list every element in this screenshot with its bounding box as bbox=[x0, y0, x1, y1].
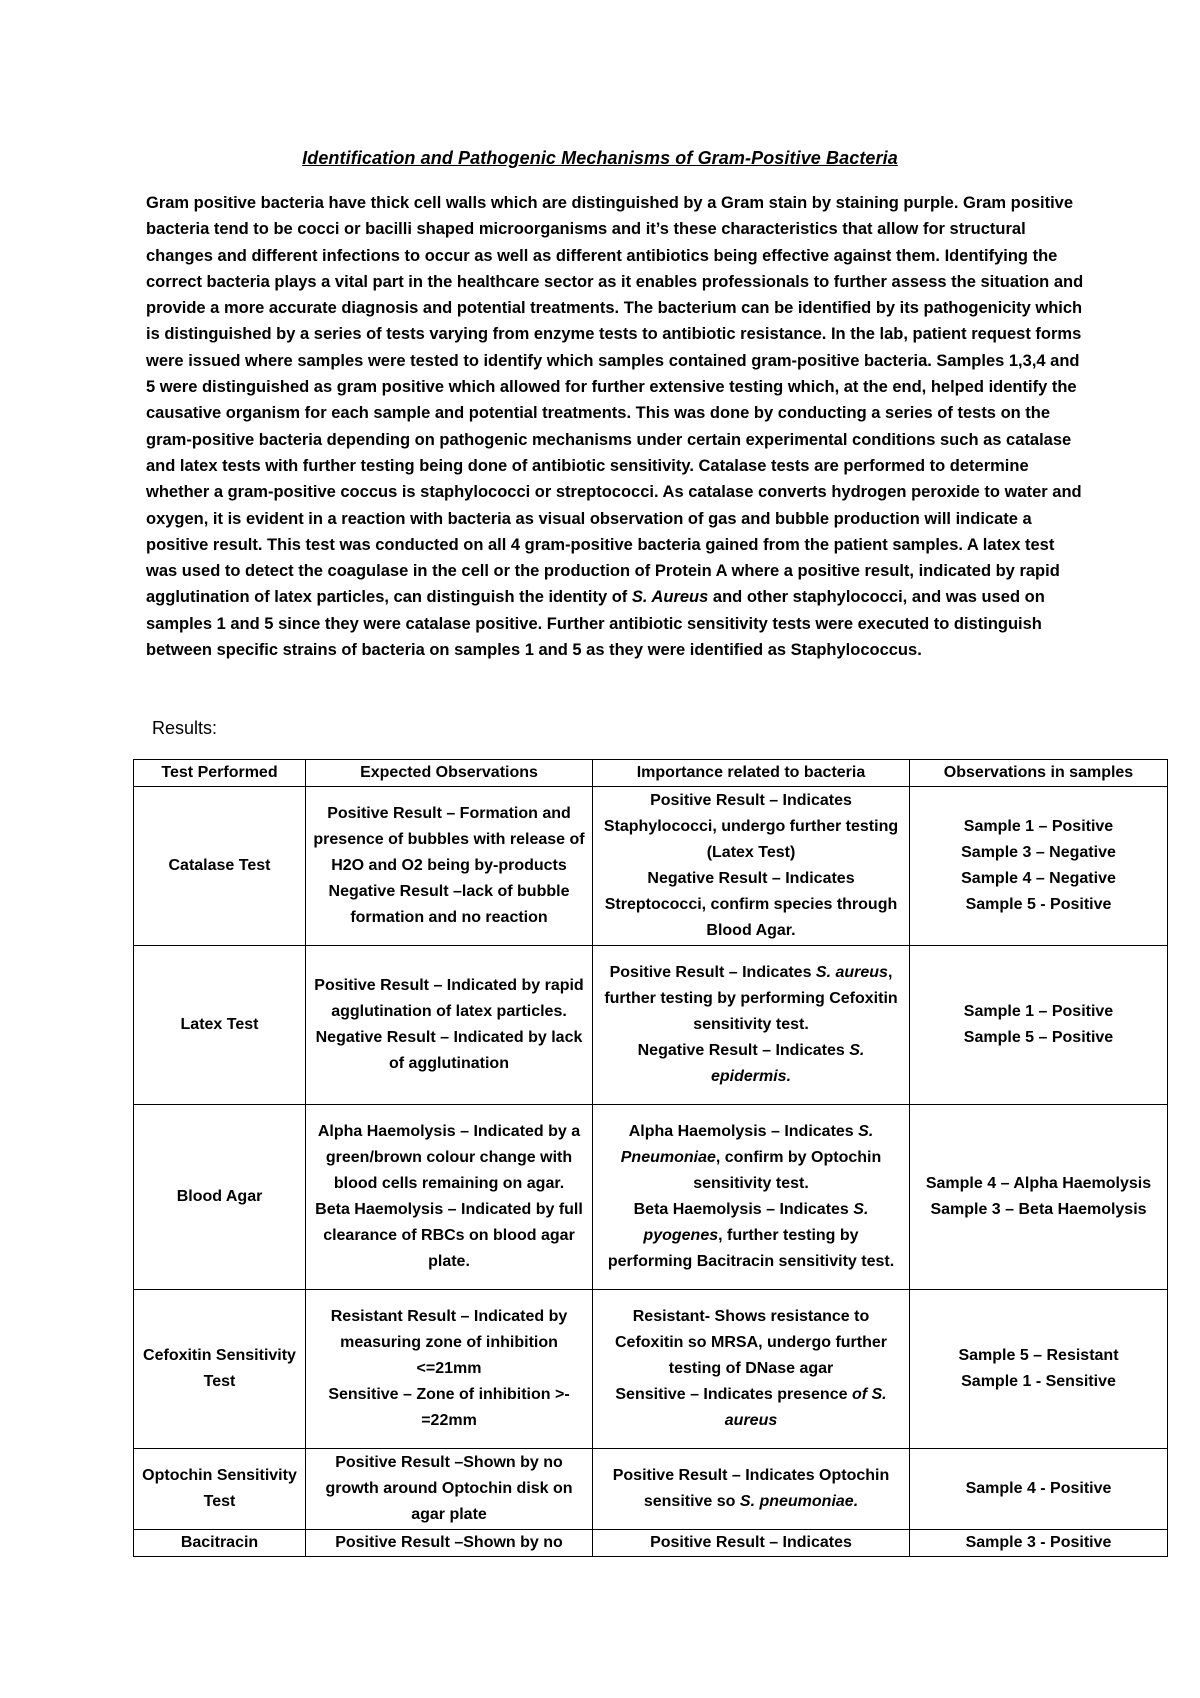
cell-test: Optochin Sensitivity Test bbox=[134, 1449, 306, 1530]
results-table bbox=[133, 759, 1168, 1557]
cell-importance: Alpha Haemolysis – Indicates S. Pneumoniae, confirm by Optochin sensitivity test. Beta Haemolysis – Indicates S. pyogenes, further testing by performing Bacitracin sensitivity test. bbox=[593, 1105, 910, 1290]
table-row bbox=[134, 787, 1168, 946]
cell-importance: Positive Result – Indicates S. aureus, further testing by performing Cefoxitin sensitivity test. Negative Result – Indicates S. epidermis. bbox=[593, 946, 910, 1105]
table-row bbox=[134, 1105, 1168, 1290]
cell-importance: Positive Result – Indicates bbox=[593, 1530, 910, 1557]
header-importance: Importance related to bacteria bbox=[593, 760, 910, 787]
table-row bbox=[134, 1449, 1168, 1530]
cell-observations: Sample 4 - Positive bbox=[910, 1449, 1168, 1530]
cell-test: Cefoxitin Sensitivity Test bbox=[134, 1290, 306, 1449]
header-expected-observations: Expected Observations bbox=[306, 760, 593, 787]
cell-expected: Positive Result –Shown by no growth around Optochin disk on agar plate bbox=[306, 1449, 593, 1530]
cell-test: Catalase Test bbox=[134, 787, 306, 946]
cell-importance: Positive Result – Indicates Staphylococci, undergo further testing (Latex Test) Negative Result – Indicates Streptococci, confirm species through Blood Agar. bbox=[593, 787, 910, 946]
cell-observations: Sample 3 - Positive bbox=[910, 1530, 1168, 1557]
cell-observations: Sample 1 – Positive Sample 5 – Positive bbox=[910, 946, 1168, 1105]
cell-expected: Resistant Result – Indicated by measuring zone of inhibition <=21mm Sensitive – Zone of inhibition >-=22mm bbox=[306, 1290, 593, 1449]
cell-test: Latex Test bbox=[134, 946, 306, 1105]
cell-observations: Sample 4 – Alpha Haemolysis Sample 3 – Beta Haemolysis bbox=[910, 1105, 1168, 1290]
cell-observations: Sample 5 – Resistant Sample 1 - Sensitive bbox=[910, 1290, 1168, 1449]
cell-observations: Sample 1 – Positive Sample 3 – Negative Sample 4 – Negative Sample 5 - Positive bbox=[910, 787, 1168, 946]
table-row bbox=[134, 946, 1168, 1105]
cell-importance: Resistant- Shows resistance to Cefoxitin so MRSA, undergo further testing of DNase agar Sensitive – Indicates presence of S. aureus bbox=[593, 1290, 910, 1449]
cell-expected: Positive Result –Shown by no bbox=[306, 1530, 593, 1557]
results-label: Results: bbox=[152, 718, 218, 738]
header-observations-in-samples: Observations in samples bbox=[910, 760, 1168, 787]
cell-expected: Positive Result – Indicated by rapid agglutination of latex particles. Negative Result – Indicated by lack of agglutination bbox=[306, 946, 593, 1105]
cell-expected: Positive Result – Formation and presence of bubbles with release of H2O and O2 being by-products Negative Result –lack of bubble formation and no reaction bbox=[306, 787, 593, 946]
document-title: Identification and Pathogenic Mechanisms of Gram-Positive Bacteria bbox=[302, 148, 898, 168]
header-test-performed: Test Performed bbox=[134, 760, 306, 787]
intro-paragraph: Gram positive bacteria have thick cell walls which are distinguished by a Gram stain by staining purple. Gram positive bacteria tend to be cocci or bacilli shaped microorganisms and it’s these characteristics that allow for structural changes and different infections to occur as well as different antibiotics being effective against them. Identifying the correct bacteria plays a vital part in the healthcare sector as it enables professionals to further assess the situation and provide a more accurate diagnosis and potential treatments. The bacterium can be identified by its pathogenicity which is distinguished by a series of tests varying from enzyme tests to antibiotic resistance. In the lab, patient request forms were issued where samples were tested to identify which samples contained gram-positive bacteria. Samples 1,3,4 and 5 were distinguished as gram positive which allowed for further extensive testing which, at the end, helped identify the causative organism for each sample and potential treatments. This was done by conducting a series of tests on the gram-positive bacteria depending on pathogenic mechanisms under certain experimental conditions such as catalase and latex tests with further testing being done of antibiotic sensitivity. Catalase tests are performed to determine whether a gram-positive coccus is staphylococci or streptococci. As catalase converts hydrogen peroxide to water and oxygen, it is evident in a reaction with bacteria as visual observation of gas and bubble production will indicate a positive result. This test was conducted on all 4 gram-positive bacteria gained from the patient samples. A latex test was used to detect the coagulase in the cell or the production of Protein A where a positive result, indicated by rapid agglutination of latex particles, can distinguish the identity of S. Aureus and other staphylococci, and was used on samples 1 and 5 since they were catalase positive. Further antibiotic sensitivity tests were executed to distinguish between specific strains of bacteria on samples 1 and 5 as they were identified as Staphylococcus. bbox=[146, 194, 1084, 660]
cell-importance: Positive Result – Indicates Optochin sensitive so S. pneumoniae. bbox=[593, 1449, 910, 1530]
table-row bbox=[134, 1290, 1168, 1449]
table-header-row bbox=[134, 760, 1168, 787]
cell-expected: Alpha Haemolysis – Indicated by a green/brown colour change with blood cells remaining on agar. Beta Haemolysis – Indicated by full clearance of RBCs on blood agar plate. bbox=[306, 1105, 593, 1290]
table-row bbox=[134, 1530, 1168, 1557]
cell-test: Blood Agar bbox=[134, 1105, 306, 1290]
cell-test: Bacitracin bbox=[134, 1530, 306, 1557]
